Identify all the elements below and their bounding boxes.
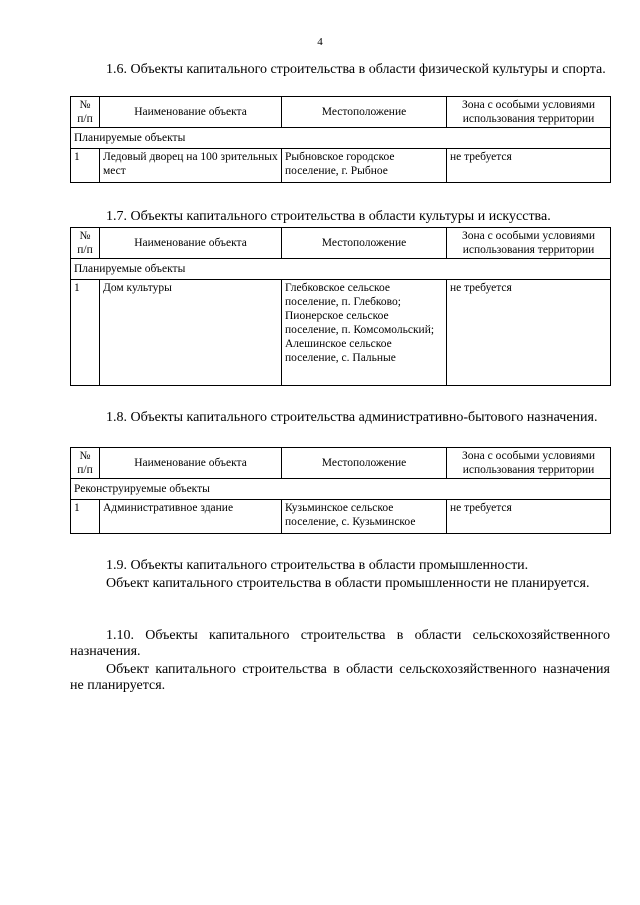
section-heading-1-9: 1.9. Объекты капитального строительства в области промышленности. xyxy=(106,558,529,573)
table-header-row xyxy=(71,448,611,479)
header-zone: Зона с особыми условиями использования территории xyxy=(447,228,611,259)
table-row xyxy=(71,280,611,386)
header-name: Наименование объекта xyxy=(100,228,282,259)
group-row xyxy=(71,259,611,280)
header-zone: Зона с особыми условиями использования территории xyxy=(447,448,611,479)
cell-num: 1 xyxy=(71,500,100,534)
section-text-1-10: Объект капитального строительства в области сельскохозяйственного назначения не планируется. xyxy=(70,662,610,693)
cell-num: 1 xyxy=(71,280,100,386)
header-location: Местоположение xyxy=(282,97,447,128)
header-num: № п/п xyxy=(71,228,100,259)
cell-location: Рыбновское городское поселение, г. Рыбное xyxy=(282,149,447,183)
header-name: Наименование объекта xyxy=(100,448,282,479)
table-row xyxy=(71,149,611,183)
page-number: 4 xyxy=(317,36,323,48)
section-heading-1-10: 1.10. Объекты капитального строительства в области сельскохозяйственного назначения. xyxy=(70,628,610,659)
table-row xyxy=(71,500,611,534)
group-row xyxy=(71,128,611,149)
header-name: Наименование объекта xyxy=(100,97,282,128)
section-heading-1-6: 1.6. Объекты капитального строительства в области физической культуры и спорта. xyxy=(106,62,606,77)
group-label: Планируемые объекты xyxy=(71,259,611,280)
cell-num: 1 xyxy=(71,149,100,183)
header-zone: Зона с особыми условиями использования территории xyxy=(447,97,611,128)
header-location: Местоположение xyxy=(282,228,447,259)
section-text-1-9: Объект капитального строительства в области промышленности не планируется. xyxy=(106,576,590,591)
header-num: № п/п xyxy=(71,97,100,128)
group-row xyxy=(71,479,611,500)
group-label: Реконструируемые объекты xyxy=(71,479,611,500)
group-label: Планируемые объекты xyxy=(71,128,611,149)
cell-name: Административное здание xyxy=(100,500,282,534)
section-heading-1-7: 1.7. Объекты капитального строительства в области культуры и искусства. xyxy=(106,209,551,224)
cell-location: Кузьминское сельское поселение, с. Кузьминское xyxy=(282,500,447,534)
cell-location: Глебковское сельское поселение, п. Глебково; Пионерское сельское поселение, п. Комсомольский; Алешинское сельское поселение, с. Пальные xyxy=(282,280,447,386)
header-num: № п/п xyxy=(71,448,100,479)
cell-name: Ледовый дворец на 100 зрительных мест xyxy=(100,149,282,183)
header-location: Местоположение xyxy=(282,448,447,479)
table-header-row xyxy=(71,97,611,128)
cell-name: Дом культуры xyxy=(100,280,282,386)
table-1-7 xyxy=(70,227,611,386)
cell-zone: не требуется xyxy=(447,149,611,183)
table-1-6 xyxy=(70,96,611,183)
cell-zone: не требуется xyxy=(447,500,611,534)
cell-zone: не требуется xyxy=(447,280,611,386)
section-heading-1-8: 1.8. Объекты капитального строительства административно-бытового назначения. xyxy=(106,410,598,425)
table-header-row xyxy=(71,228,611,259)
table-1-8 xyxy=(70,447,611,534)
